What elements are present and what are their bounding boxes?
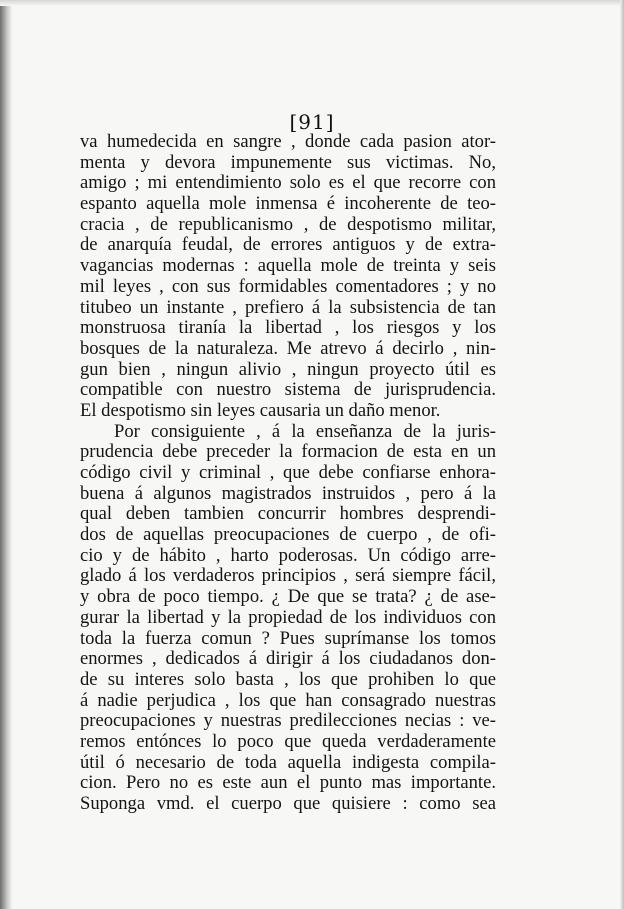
text-line: cion. Pero no es este aun el punto mas importante.	[80, 772, 496, 794]
text-line: enormes , dedicados á dirigir á los ciudadanos don-	[80, 648, 496, 670]
paragraph-last-line: El despotismo sin leyes causaria un daño menor.	[80, 399, 441, 421]
text-line: cio y de hábito , harto poderosas. Un código arre-	[80, 544, 496, 566]
text-line: útil ó necesario de toda aquella indigesta compila-	[80, 751, 496, 773]
text-line: mil leyes , con sus formidables comentadores ; y no	[80, 275, 496, 297]
text-line: menta y devora impunemente sus victimas. No,	[80, 151, 496, 173]
text-line: y obra de poco tiempo. ¿ De que se trata? ¿ de ase-	[80, 586, 496, 608]
text-line: de anarquía feudal, de errores antiguos y de extra-	[80, 234, 496, 256]
text-line: vagancias modernas : aquella mole de treinta y seis	[80, 255, 496, 277]
text-line: preocupaciones y nuestras predilecciones necias : ve-	[80, 710, 496, 732]
text-line: qual deben tambien concurrir hombres desprendi-	[80, 503, 496, 525]
text-line: amigo ; mi entendimiento solo es el que recorre con	[80, 172, 496, 194]
text-line: compatible con nuestro sistema de jurisprudencia.	[80, 379, 496, 401]
text-line: remos entónces lo poco que queda verdaderamente	[80, 730, 496, 752]
text-line: cracia , de republicanismo , de despotismo militar,	[80, 213, 496, 235]
text-line: monstruosa tiranía la libertad , los riesgos y los	[80, 317, 496, 339]
text-line: código civil y criminal , que debe confiarse enhora-	[80, 462, 496, 483]
text-line: glado á los verdaderos principios , será siempre fácil,	[80, 565, 496, 587]
text-line: prudencia debe preceder la formacion de esta en un	[80, 441, 496, 463]
text-line: va humedecida en sangre , donde cada pasion ator-	[80, 131, 496, 152]
text-line: Suponga vmd. el cuerpo que quisiere : como sea	[80, 793, 496, 814]
page-gutter-shadow	[0, 0, 12, 909]
page-right-edge	[620, 0, 624, 909]
text-line: bosques de la naturaleza. Me atrevo á decirlo , nin-	[80, 337, 496, 359]
text-line: dos de aquellas preocupaciones de cuerpo , de ofi-	[80, 524, 496, 546]
paragraph-first-line: Por consiguiente , á la enseñanza de la juris-	[114, 420, 496, 442]
text-line: toda la fuerza comun ? Pues suprímanse los tomos	[80, 627, 496, 649]
page-number: [91]	[289, 110, 335, 134]
body-text	[80, 132, 496, 815]
text-line: gurar la libertad y la propiedad de los individuos con	[80, 606, 496, 628]
text-line: de su interes solo basta , los que prohiben lo que	[80, 668, 496, 690]
text-line: espanto aquella mole inmensa é incoherente de teo-	[80, 193, 496, 215]
text-line: gun bien , ningun alivio , ningun proyecto útil es	[80, 358, 496, 380]
text-line: titubeo un instante , prefiero á la subsistencia de tan	[80, 296, 496, 318]
page-top-edge	[0, 0, 624, 6]
text-line: á nadie perjudica , los que han consagrado nuestras	[80, 689, 496, 711]
text-line: buena á algunos magistrados instruidos , pero á la	[80, 482, 496, 504]
